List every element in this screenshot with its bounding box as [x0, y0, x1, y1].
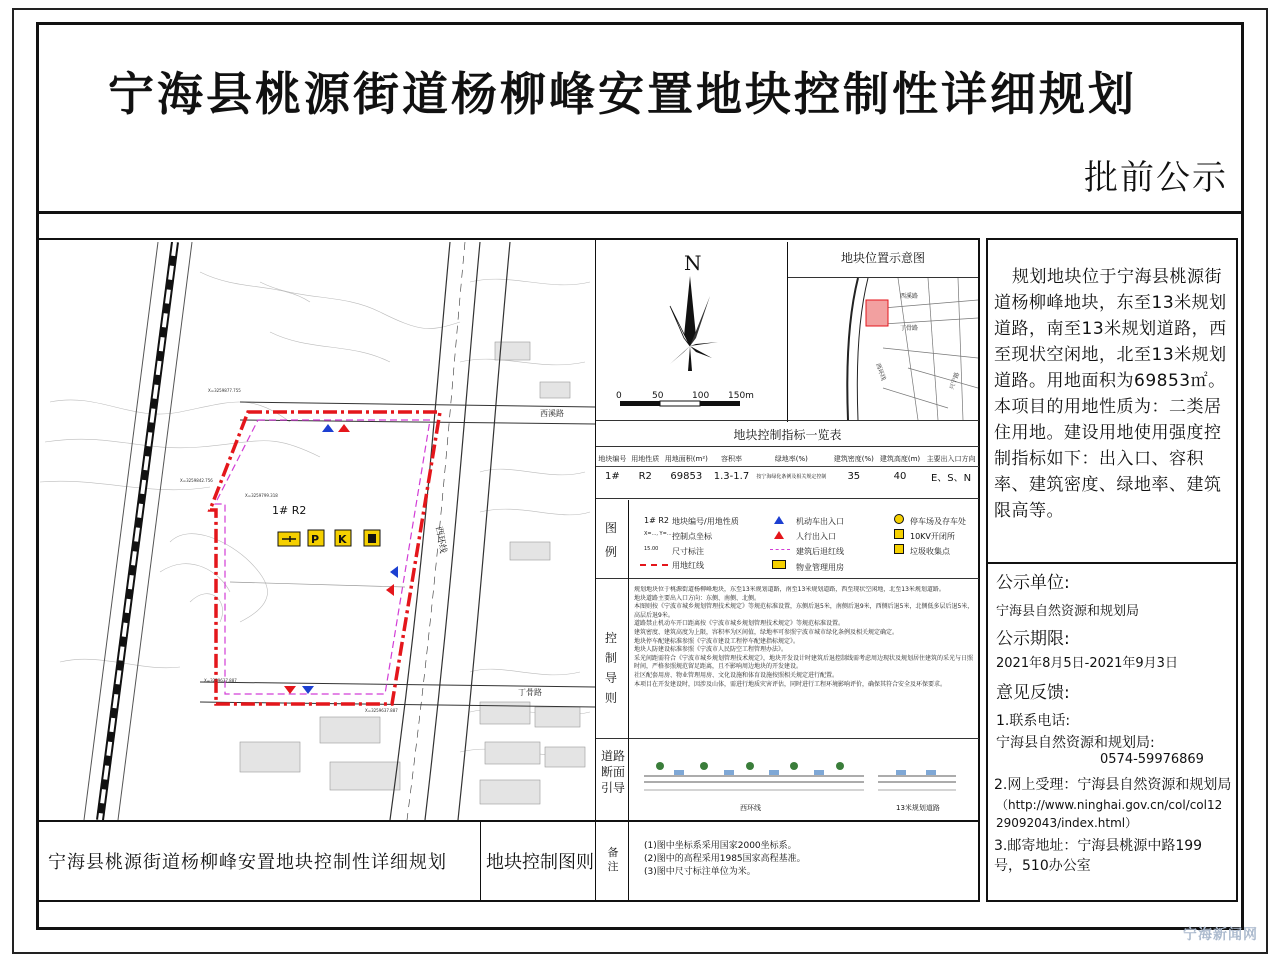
location-map: [788, 278, 978, 420]
road-label-west-ring: 西环线: [433, 525, 448, 555]
svg-text:西溪路: 西溪路: [900, 293, 919, 300]
site-redline: [210, 412, 440, 704]
index-table-row: 1# R2 69853 1.3-1.7 按宁海绿化条例及相关规定控制 35 40 E、S、N: [596, 467, 979, 487]
period-value: 2021年8月5日-2021年9月3日: [996, 656, 1178, 671]
phone-org: 宁海县自然资源和规划局:: [996, 735, 1155, 751]
road-section: [634, 742, 976, 818]
note-item: (3)图中尺寸标注单位为米。: [644, 867, 756, 877]
svg-text:0: 0: [616, 391, 622, 401]
road-section-caption-1: 西环线: [740, 804, 761, 812]
legend-item-parcel: 地块编号/用地性质: [672, 517, 739, 526]
index-table-header: 地块编号 用地性质 用地面积(m²) 容积率 绿地率(%) 建筑密度(%) 建筑高度(m) 主要出入口方向: [598, 455, 976, 463]
svg-text:150m: 150m: [728, 391, 754, 401]
phone-number[interactable]: 0574-59976869: [1100, 752, 1204, 767]
legend-item-redline: 用地红线: [672, 561, 704, 570]
road-label-xixi: 西溪路: [540, 409, 564, 418]
compass-scale: [600, 246, 785, 416]
index-table: [596, 452, 979, 486]
entrance-markers: [284, 424, 398, 694]
legend-item-pedestrian: 人行出入口: [796, 532, 836, 541]
facility-icons: [278, 530, 380, 546]
web-label: 2.网上受理：宁海县自然资源和规划局: [994, 777, 1232, 793]
divider-h1: [596, 420, 979, 421]
coord-label-3: X=3259799.318: [245, 493, 278, 498]
divider-h3: [596, 578, 979, 579]
legend: 1# R2 地块编号/用地性质 X=..., Y=... 控制点坐标 15.00 尺寸标注 用地红线 机动车出入口 人行出入口 建筑后退红线 物业管理用房 停车场及存车处 10KV开闭所 垃圾收集点: [636, 512, 976, 572]
divider-h4: [596, 738, 979, 739]
index-table-title: 地块控制指标一览表: [733, 428, 842, 442]
legend-item-dim: 尺寸标注: [672, 547, 704, 556]
railway: [84, 242, 192, 820]
legend-item-vehicle: 机动车出入口: [796, 517, 844, 526]
divider-h2: [596, 498, 979, 499]
road-section-label: 道路断面引导: [600, 749, 625, 795]
coord-label-5: X=3259637.887: [365, 708, 398, 713]
feedback-label: 意见反馈:: [996, 683, 1070, 703]
legend-item-setback: 建筑后退红线: [796, 547, 844, 556]
phone-label: 1.联系电话:: [996, 713, 1071, 729]
legend-item-parking: 停车场及存车处: [910, 517, 966, 526]
legend-item-substation: 10KV开闭所: [910, 532, 955, 541]
notes-label: 备注: [607, 846, 619, 873]
legend-item-office: 物业管理用房: [796, 563, 844, 572]
svg-text:100: 100: [692, 391, 710, 401]
divider-v1: [595, 238, 596, 902]
legend-item-coord: 控制点坐标: [672, 532, 712, 541]
coord-label-2: X=3259842.756: [180, 478, 213, 483]
north-arrow-icon: [670, 276, 718, 371]
coord-label-1: X=3259877.755: [208, 388, 241, 393]
rules-text: 规划地块位于桃源街道杨柳峰地块，东至13米规划道路，南至13米规划道路，西至现状空闲地，北至13米规划道路。 地块道路主要出入口方向：东侧、南侧、北侧。 本图则按《宁波市城乡规划管理技术规定》等规范标准设置，东侧后退5米，南侧后退9米，西侧后退5米，北侧低多层后退5米，高层后退9米。 道路禁止机动车开口距离按《宁波市城乡规划管理技术规定》等规范标准设置。 建筑密度、建筑高度为上限，容积率为区间值，绿地率可参照宁波市城市绿化条例及相关规定确定。 地块停车配建标准参照《宁波市建设工程停车配建指标规定》。 地块人防建设标准参照《宁波市人民防空工程管理办法》。 采光间距需符合《宁波市城乡规划管理技术规定》，地块开发设计时建筑后退控制线需考虑周边现状及规划居住建筑的采光与日照时间，严格参照规范留足距离，且不影响周边地块的开发建设。 社区配套用房、物业管理用房、文化设施和体育设施按照相关规定进行配置。 本项目在开发建设时，因涉及山体，需进行地质灾害评估，同时进行工程环境影响评价，确保其符合安全及环保要求。: [634, 586, 974, 688]
notes: [644, 840, 974, 879]
web-url-link[interactable]: （http://www.ninghai.gov.cn/col/col1229092043/index.html）: [996, 798, 1223, 830]
svg-text:K: K: [338, 533, 347, 546]
svg-text:丁骨路: 丁骨路: [900, 325, 919, 332]
site-location-marker: [866, 300, 888, 326]
parcel-label: 1# R2: [272, 504, 307, 517]
rules-label: 控制导则: [604, 631, 617, 705]
unit-value: 宁海县自然资源和规划局: [996, 604, 1140, 619]
footer-sheet-name: 地块控制图则: [486, 852, 594, 873]
road-label-dinggu: 丁骨路: [518, 688, 542, 697]
west-ring-road: [390, 242, 510, 820]
page-title: 宁海县桃源街道杨柳峰安置地块控制性详细规划: [108, 67, 1137, 121]
svg-text:50: 50: [652, 391, 664, 401]
period-label: 公示期限:: [996, 629, 1070, 649]
pedestrian-entrance-icon: [338, 424, 350, 432]
compass-n: N: [684, 251, 702, 275]
coord-label-4: X=3259637.887: [204, 678, 237, 683]
mail-address: 3.邮寄地址：宁海县桃源中路199号，510办公室: [994, 838, 1203, 874]
unit-label: 公示单位:: [996, 573, 1070, 593]
note-item: (2)图中的高程采用1985国家高程基准。: [644, 854, 806, 864]
setback-line: [215, 420, 430, 694]
legend-item-trash: 垃圾收集点: [910, 547, 950, 556]
scale-bar: [616, 391, 754, 406]
watermark: 宁海新闻网: [1183, 927, 1258, 943]
site-map: [40, 242, 595, 820]
page-subtitle: 批前公示: [1084, 158, 1228, 198]
project-description: 规划地块位于宁海县桃源街道杨柳峰地块，东至13米规划道路，南至13米规划道路，西至现状空闲地，北至13米规划道路。用地面积为69853㎡。本项目的用地性质为：二类居住用地。建设用地使用强度控制指标如下：出入口、容积率、建筑密度、绿地率、建筑限高等。: [994, 267, 1227, 521]
svg-text:西环线: 西环线: [874, 362, 887, 382]
svg-text:P: P: [311, 533, 320, 546]
svg-text:兴宁路: 兴宁路: [948, 371, 962, 391]
road-section-caption-2: 13米规划道路: [896, 804, 940, 812]
legend-label: 图例: [604, 521, 617, 559]
location-map-title: 地块位置示意图: [788, 242, 978, 278]
note-item: (1)图中坐标系采用国家2000坐标系。: [644, 841, 797, 851]
vehicle-entrance-icon: [322, 424, 334, 432]
footer-project-title: 宁海县桃源街道杨柳峰安置地块控制性详细规划: [48, 852, 447, 873]
